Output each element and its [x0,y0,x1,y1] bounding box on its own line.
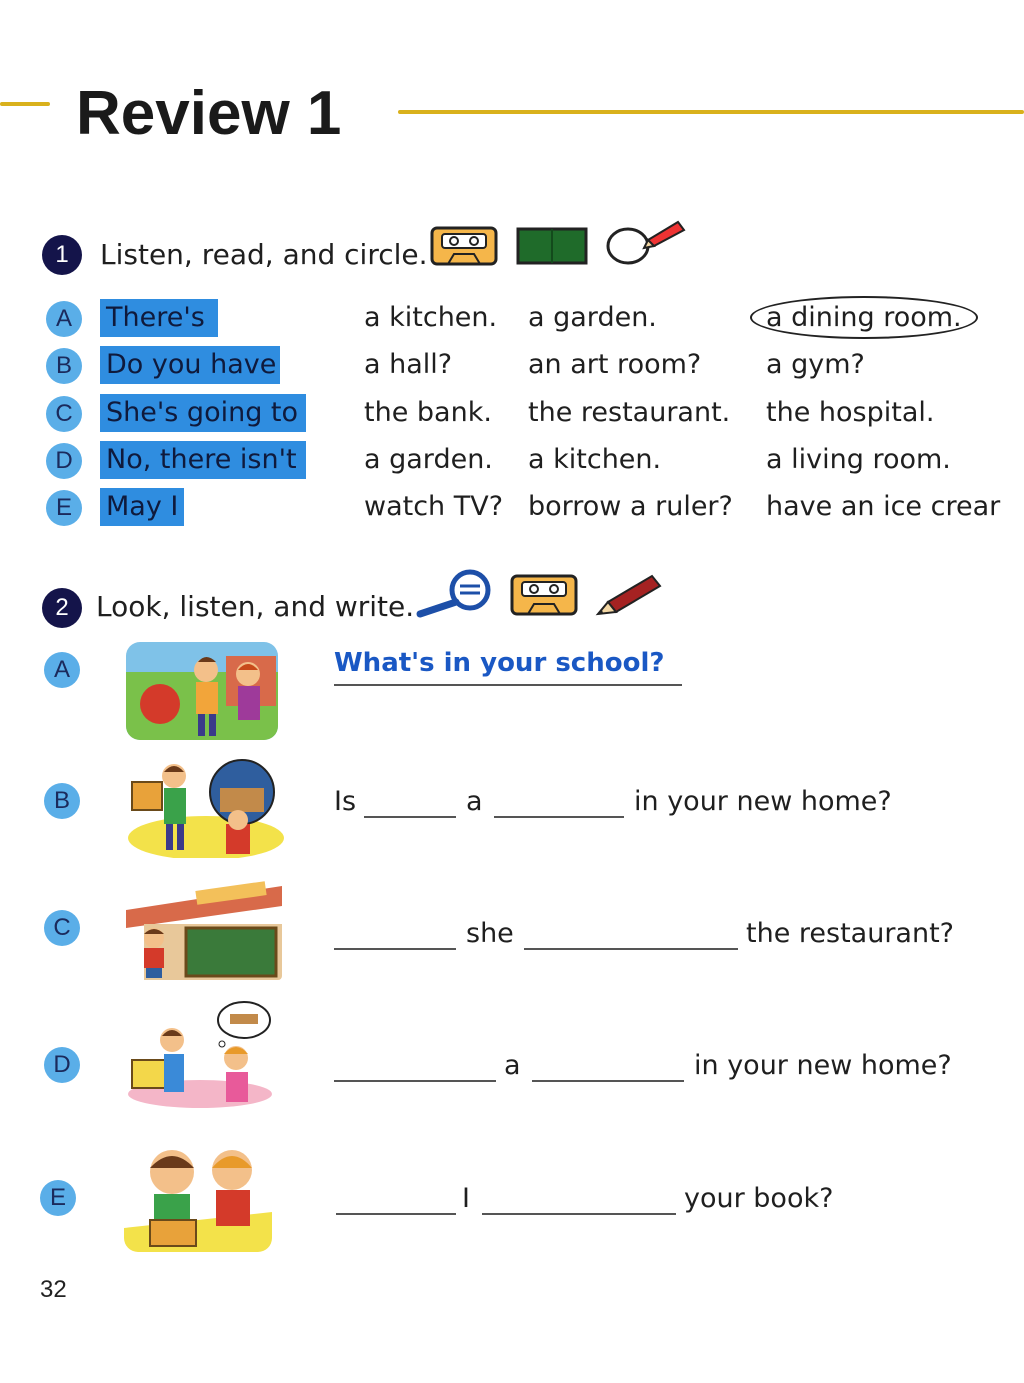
row-1b-option-2[interactable]: an art room? [528,349,702,380]
row-2d-blank-2[interactable] [532,1080,684,1082]
row-1e-option-1[interactable]: watch TV? [364,491,504,522]
row-1d-letter: D [46,443,82,479]
section1-number: 1 [42,235,82,275]
cassette-icon [510,574,578,620]
row-2d-word-1: a [504,1050,521,1081]
row-1e-letter: E [46,490,82,526]
row-1b-prompt: Do you have [100,346,280,384]
row-1a-option-1[interactable]: a kitchen. [364,302,498,333]
row-2c-blank-2[interactable] [524,948,738,950]
row-2e-blank-2[interactable] [482,1213,676,1215]
book-icon [516,226,588,270]
row-2b-word-1: Is [334,786,357,817]
pencil-icon [594,570,666,622]
row-2c-word-2: the restaurant? [746,918,954,949]
section1-instruction: Listen, read, and circle. [100,238,428,271]
row-2b-word-2: a [466,786,483,817]
row-1e-option-2[interactable]: borrow a ruler? [528,491,733,522]
row-1a-option-2[interactable]: a garden. [528,302,657,333]
row-2c-blank-1[interactable] [334,948,456,950]
row-2d-word-2: in your new home? [694,1050,952,1081]
row-2b-blank-2[interactable] [494,816,624,818]
row-1c-letter: C [46,396,82,432]
picture-2d-children-thinking [126,1000,274,1108]
row-2b-word-3: in your new home? [634,786,892,817]
row-1c-option-2[interactable]: the restaurant. [528,397,731,428]
row-2e-letter: E [40,1180,76,1216]
magnifier-icon [414,568,498,624]
row-2a-answer-line [334,684,682,686]
row-1d-option-2[interactable]: a kitchen. [528,444,662,475]
row-2d-blank-1[interactable] [334,1080,496,1082]
circle-pencil-icon [604,214,690,274]
picture-2c-restaurant [126,880,282,980]
row-1b-letter: B [46,348,82,384]
row-2e-word-1: I [462,1183,470,1214]
page-number: 32 [40,1276,67,1303]
row-2e-word-2: your book? [684,1183,834,1214]
title-rule-left [0,102,50,106]
page-title: Review 1 [76,79,342,148]
row-1c-option-1[interactable]: the bank. [364,397,492,428]
section2-instruction: Look, listen, and write. [96,590,415,623]
title-rule-right [398,110,1024,114]
row-1b-option-3[interactable]: a gym? [766,349,865,380]
row-1d-prompt: No, there isn't [100,441,306,479]
row-1a-option-3-circled[interactable]: a dining room. [750,296,978,339]
row-2c-letter: C [44,910,80,946]
cassette-icon [430,226,498,270]
row-2b-letter: B [44,783,80,819]
row-1c-prompt: She's going to [100,394,306,432]
row-1d-option-3[interactable]: a living room. [766,444,951,475]
row-1e-option-3[interactable]: have an ice crear [766,491,1001,522]
picture-2e-children-book [124,1140,272,1252]
row-2a-example-answer: What's in your school? [334,648,665,678]
row-1a-letter: A [46,301,82,337]
section2-number: 2 [42,588,82,628]
row-2e-blank-1[interactable] [336,1213,456,1215]
row-2b-blank-1[interactable] [364,816,456,818]
row-2d-letter: D [44,1047,80,1083]
row-1d-option-1[interactable]: a garden. [364,444,493,475]
row-1e-prompt: May I [100,488,184,526]
row-2c-word-1: she [466,918,514,949]
row-1b-option-1[interactable]: a hall? [364,349,453,380]
picture-2b-boy-garden [126,758,284,858]
row-1a-prompt: There's [100,299,218,337]
picture-2a-children-school [126,642,278,740]
row-1c-option-3[interactable]: the hospital. [766,397,935,428]
row-2a-letter: A [44,652,80,688]
